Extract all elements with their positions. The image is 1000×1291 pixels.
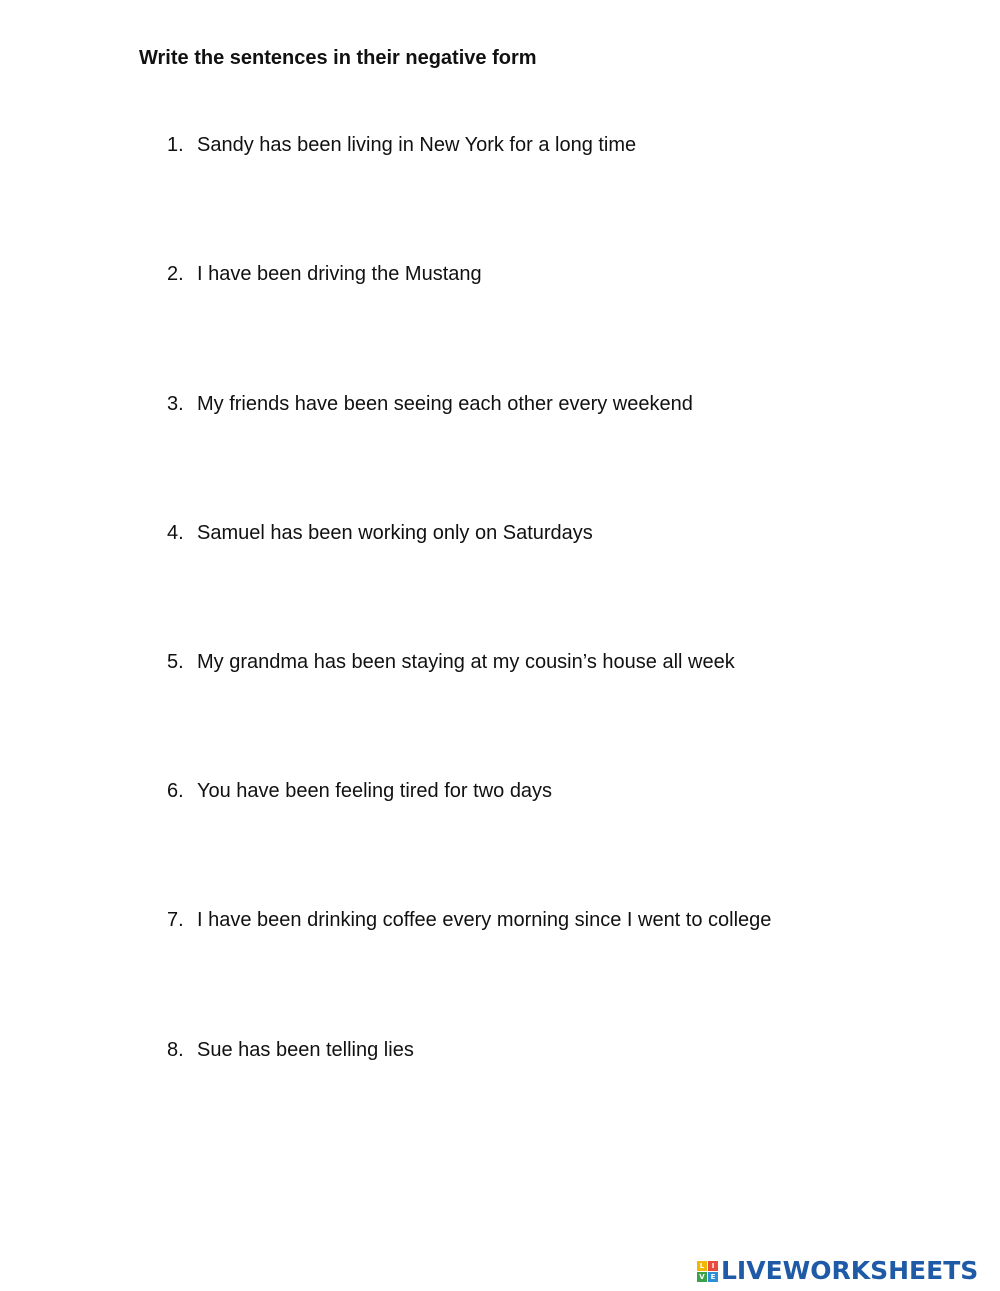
sentence-item-6 [167, 780, 552, 803]
item-number: 1. [167, 134, 184, 156]
logo-blocks-icon [697, 1261, 718, 1282]
sentence-item-2 [167, 263, 482, 286]
item-text: My friends have been seeing each other every weekend [197, 393, 693, 415]
logo-block: I [708, 1261, 718, 1271]
item-number: 7. [167, 909, 184, 931]
item-number: 5. [167, 651, 184, 673]
liveworksheets-logo [697, 1256, 978, 1286]
item-number: 8. [167, 1039, 184, 1061]
item-text: Sue has been telling lies [197, 1039, 414, 1061]
logo-block: V [697, 1272, 707, 1282]
item-text: My grandma has been staying at my cousin’s house all week [197, 651, 735, 673]
sentence-item-3 [167, 393, 693, 416]
item-number: 6. [167, 780, 184, 802]
item-number: 3. [167, 393, 184, 415]
item-number: 2. [167, 263, 184, 285]
item-number: 4. [167, 522, 184, 544]
worksheet-title: Write the sentences in their negative form [139, 47, 537, 69]
logo-block: L [697, 1261, 707, 1271]
sentence-item-5 [167, 651, 735, 674]
item-text: I have been drinking coffee every morning since I went to college [197, 909, 772, 931]
item-text: Sandy has been living in New York for a long time [197, 134, 637, 156]
sentence-item-7 [167, 909, 771, 932]
logo-block: E [708, 1272, 718, 1282]
item-text: I have been driving the Mustang [197, 263, 482, 285]
item-text: You have been feeling tired for two days [197, 780, 553, 802]
logo-text: LIVEWORKSHEETS [721, 1256, 979, 1285]
sentence-item-1 [167, 134, 636, 157]
sentence-item-4 [167, 522, 593, 545]
item-text: Samuel has been working only on Saturdays [197, 522, 593, 544]
sentence-item-8 [167, 1039, 414, 1062]
